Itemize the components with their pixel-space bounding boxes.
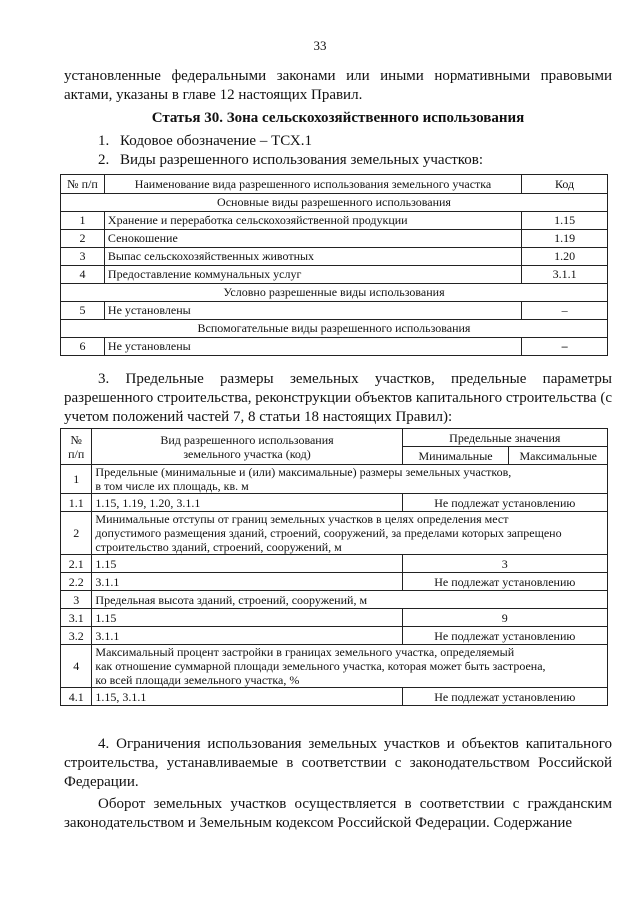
- table-row: 4 Предоставление коммунальных услуг 3.1.1: [61, 266, 608, 284]
- header-num: № п/п: [61, 175, 105, 194]
- table-row: 5 Не установлены –: [61, 302, 608, 320]
- header-max: Максимальные: [509, 447, 608, 465]
- header-type: Вид разрешенного использования земельного участка (код): [92, 429, 402, 465]
- table-row: 2 Минимальные отступы от границ земельных участков в целях определения мест допустимого размещения зданий, строений, сооружений, за пределами которых запрещено строительство зданий, строений, сооружений, м: [61, 512, 608, 555]
- section-row-main: Основные виды разрешенного использования: [61, 194, 608, 212]
- table-row: 3.1 1.15 9: [61, 609, 608, 627]
- table-header-row: [61, 175, 608, 194]
- paragraph-4: 4. Ограничения использования земельных участков и объектов капитального строительства, устанавливаемые в соответствии с законодательством Российской Федерации.: [64, 736, 612, 790]
- table-row: 2.1 1.15 3: [61, 555, 608, 573]
- table-row: 2.2 3.1.1 Не подлежат установлению: [61, 573, 608, 591]
- list-item-text: Кодовое обозначение – ТСХ.1: [120, 133, 312, 149]
- list-item-code: [98, 132, 312, 151]
- paragraph-3: 3. Предельные размеры земельных участков, предельные параметры разрешенного строительства, реконструкции объектов капитального строительства (с учетом положений частей 7, 8 статьи 18 настоящих Правил):: [64, 371, 612, 425]
- table-row: 6 Не установлены –: [61, 338, 608, 356]
- table-row: 1.1 1.15, 1.19, 1.20, 3.1.1 Не подлежат установлению: [61, 494, 608, 512]
- table-row: 3 Предельная высота зданий, строений, сооружений, м: [61, 591, 608, 609]
- header-limits: Предельные значения: [402, 429, 607, 447]
- section-row-auxiliary: Вспомогательные виды разрешенного использования: [61, 320, 608, 338]
- limits-table: [60, 428, 608, 706]
- header-min: Минимальные: [402, 447, 509, 465]
- page-number: 33: [313, 38, 327, 53]
- table-row: 4.1 1.15, 3.1.1 Не подлежат установлению: [61, 688, 608, 706]
- table-row: 1 Предельные (минимальные и (или) максимальные) размеры земельных участков, в том числе их площадь, кв. м: [61, 465, 608, 494]
- list-item-number: 2.: [98, 152, 110, 168]
- header-code: Код: [522, 175, 608, 194]
- paragraph-5: Оборот земельных участков осуществляется в соответствии с гражданским законодательством и Земельным кодексом Российской Федерации. Содержание: [64, 796, 612, 831]
- list-item-number: 1.: [98, 133, 110, 149]
- table-row: 3.2 3.1.1 Не подлежат установлению: [61, 627, 608, 645]
- permitted-use-table: [60, 174, 608, 356]
- list-item-text: Виды разрешенного использования земельных участков:: [120, 152, 484, 168]
- section-row-conditional: Условно разрешенные виды использования: [61, 284, 608, 302]
- header-name: Наименование вида разрешенного использования земельного участка: [104, 175, 521, 194]
- list-item-types: [98, 151, 483, 170]
- header-num: № п/п: [61, 429, 92, 465]
- table-row: 1 Хранение и переработка сельскохозяйственной продукции 1.15: [61, 212, 608, 230]
- article-title: Статья 30. Зона сельскохозяйственного использования: [151, 110, 525, 126]
- table-row: 2 Сенокошение 1.19: [61, 230, 608, 248]
- table-header-row: [61, 429, 608, 447]
- table-row: 4 Максимальный процент застройки в границах земельного участка, определяемый как отношение суммарной площади земельного участка, которая может быть застроена, ко всей площади земельного участка, %: [61, 645, 608, 688]
- table-row: 3 Выпас сельскохозяйственных животных 1.20: [61, 248, 608, 266]
- intro-paragraph: установленные федеральными законами или иными нормативными правовыми актами, указаны в главе 12 настоящих Правил.: [64, 68, 612, 103]
